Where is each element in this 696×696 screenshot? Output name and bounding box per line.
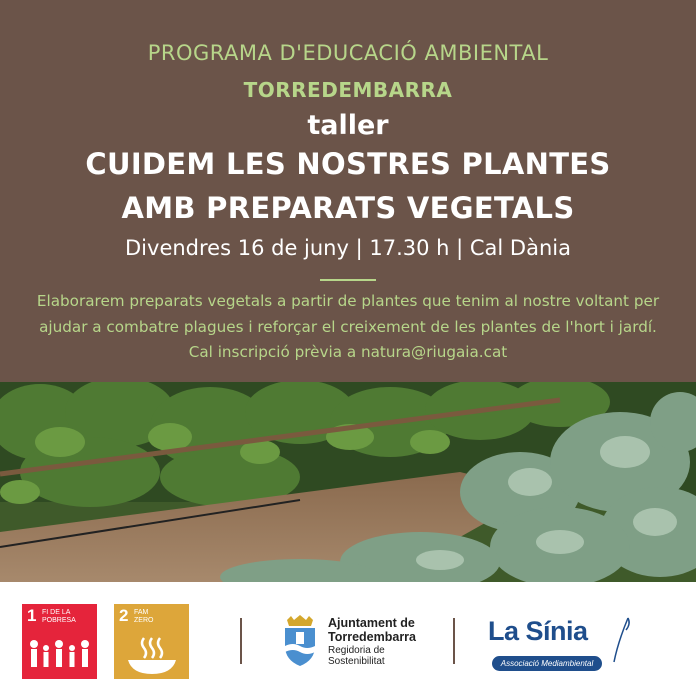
garden-photo bbox=[0, 382, 696, 582]
sdg-1-number: 1 bbox=[27, 606, 37, 625]
event-description bbox=[6, 289, 690, 366]
sdg-2-logo bbox=[114, 604, 189, 679]
logos-bar bbox=[0, 582, 696, 696]
family-icon bbox=[22, 632, 97, 677]
divider bbox=[320, 279, 376, 281]
ajuntament-line-4: Sostenibilitat bbox=[328, 656, 385, 667]
event-kind: taller bbox=[307, 110, 389, 141]
reed-icon bbox=[606, 614, 636, 664]
event-date-place: Divendres 16 de juny | 17.30 h | Cal Dània bbox=[125, 236, 571, 260]
divider-line bbox=[240, 618, 242, 664]
event-title-line-1: CUIDEM LES NOSTRES PLANTES bbox=[85, 147, 611, 181]
ajuntament-line-1: Ajuntament de bbox=[328, 616, 415, 630]
divider-line bbox=[453, 618, 455, 664]
ajuntament-line-3: Regidoria de bbox=[328, 645, 385, 656]
town-name: TORREDEMBARRA bbox=[243, 78, 453, 102]
sdg-1-text bbox=[42, 609, 76, 625]
la-sinia-logo bbox=[484, 604, 644, 676]
description-line-1: Elaborarem preparats vegetals a partir de plantes que tenim al nostre voltant per bbox=[36, 292, 660, 310]
sdg-1-text-line-2: POBRESA bbox=[42, 617, 76, 624]
sdg-2-text bbox=[134, 609, 153, 625]
description-line-2: ajudar a combatre plagues i reforçar el creixement de les plantes de l'hort i jardí. bbox=[39, 317, 657, 336]
event-title-line-2: AMB PREPARATS VEGETALS bbox=[121, 191, 575, 225]
la-sinia-subtitle: Associació Mediambiental bbox=[492, 656, 602, 671]
sdg-1-text-line-1: FI DE LA bbox=[42, 609, 71, 616]
description-line-3: Cal inscripció prèvia a natura@riugaia.cat bbox=[188, 343, 508, 361]
sdg-2-number: 2 bbox=[119, 606, 129, 625]
sdg-1-logo bbox=[22, 604, 97, 679]
sdg-2-text-line-1: FAM bbox=[134, 609, 149, 616]
la-sinia-name: La Sínia bbox=[488, 616, 588, 646]
program-title: PROGRAMA D'EDUCACIÓ AMBIENTAL bbox=[147, 41, 549, 65]
garden-photo-illustration bbox=[0, 382, 696, 582]
ajuntament-logo-text bbox=[328, 616, 416, 667]
ajuntament-line-2: Torredembarra bbox=[328, 630, 416, 644]
bowl-icon bbox=[114, 632, 189, 677]
torredembarra-shield-icon bbox=[281, 614, 319, 668]
sdg-2-text-line-2: ZERO bbox=[134, 617, 154, 624]
